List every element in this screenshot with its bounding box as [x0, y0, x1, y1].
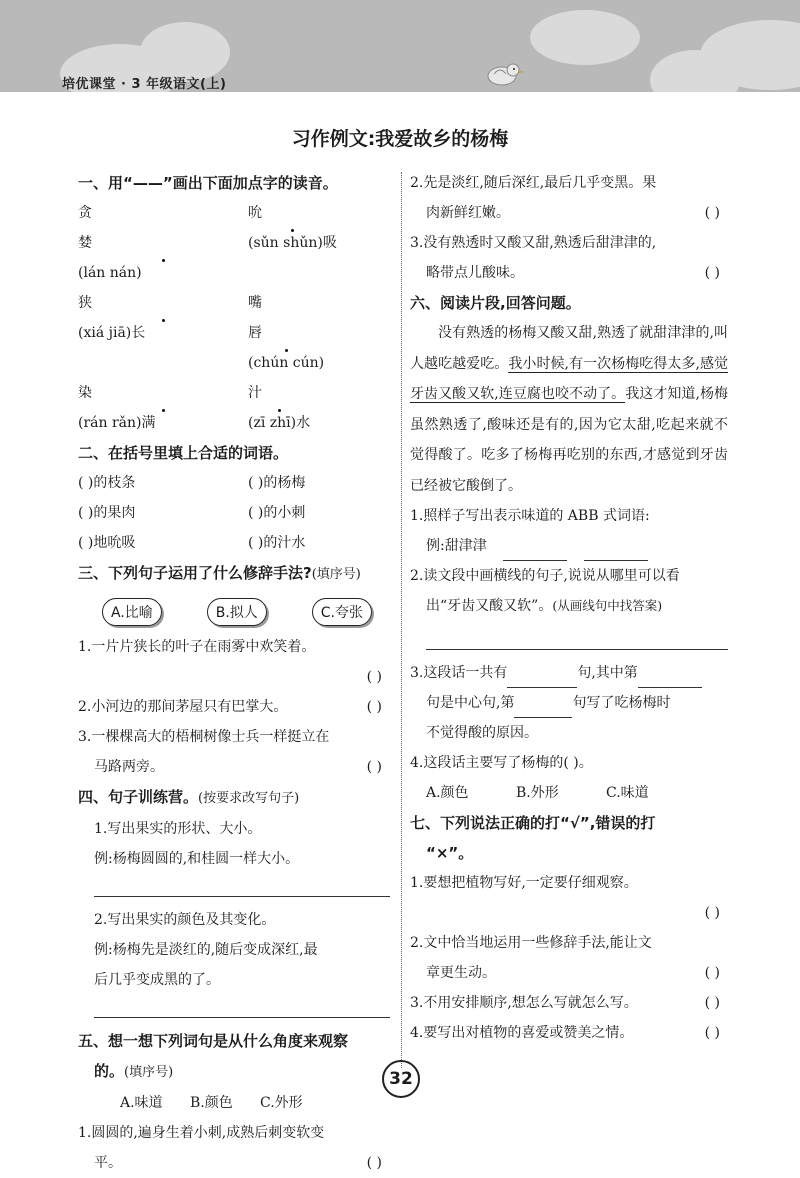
- section-2-heading: 二、在括号里填上合适的词语。: [78, 444, 289, 462]
- question-cont: 句是中心句,第 句写了吃杨梅时: [410, 688, 728, 718]
- question: 1.一片片狭长的叶子在雨雾中欢笑着。: [78, 639, 316, 655]
- answer-line[interactable]: [94, 882, 390, 897]
- example: 例:杨梅圆圆的,和桂圆一样大小。: [94, 851, 300, 867]
- cloud-decoration: [530, 10, 640, 65]
- example: 例:杨梅先是淡红的,随后变成深红,最: [94, 942, 318, 958]
- answer-paren[interactable]: ( ): [704, 905, 720, 921]
- example-cont: 后几乎变成黑的了。: [94, 972, 220, 988]
- question-cont: 不觉得酸的原因。: [426, 725, 538, 741]
- section-1-heading: 一、用“——”画出下面加点字的读音。: [78, 174, 338, 192]
- question: 1.照样子写出表示味道的 ABB 式词语:: [410, 508, 650, 524]
- question: 4.这段话主要写了杨梅的( )。: [410, 755, 593, 771]
- question: 2.写出果实的颜色及其变化。: [94, 912, 276, 928]
- option-a: A.比喻: [102, 598, 162, 626]
- section-4-heading: 四、句子训练营。(按要求改写句子): [78, 788, 300, 806]
- pinyin-row: 贪 婪 (lán nán) 吮 (sǔn shǔn)吸: [78, 198, 390, 288]
- section-5-heading-cont: 的。(填序号): [94, 1062, 174, 1080]
- question: 3.这段话一共有 句,其中第: [410, 658, 728, 688]
- column-divider: [401, 172, 402, 1068]
- page-header: [0, 0, 800, 92]
- fill-row: ( )的果肉 ( )的小刺: [78, 505, 306, 521]
- section-3-heading: 三、下列句子运用了什么修辞手法?(填序号): [78, 564, 361, 582]
- pinyin-row: 染 (rán rǎn)满 汁 (zī zhī)水: [78, 378, 390, 438]
- question-cont: 章更生动。 ( ): [426, 965, 720, 981]
- question-cont: 肉新鲜红嫩。 ( ): [426, 205, 720, 221]
- question: 1.圆圆的,遍身生着小刺,成熟后刺变软变: [78, 1125, 325, 1141]
- question: 1.写出果实的形状、大小。: [94, 821, 262, 837]
- book-title: 培优课堂 · 3 年级语文(上): [62, 77, 227, 92]
- angle-options: A.味道 B.颜色 C.外形: [120, 1095, 303, 1111]
- question: 2.先是淡红,随后深红,最后几乎变黑。果: [410, 175, 657, 191]
- example: 例:甜津津: [410, 531, 728, 561]
- pinyin-row: 狭 (xiá jiā)长 嘴 唇 (chún cún): [78, 288, 390, 378]
- question: 4.要写出对植物的喜爱或赞美之情。 ( ): [410, 1025, 720, 1041]
- answer-paren[interactable]: ( ): [366, 669, 382, 685]
- question: 3.不用安排顺序,想怎么写就怎么写。 ( ): [410, 995, 720, 1011]
- page-number: 32: [382, 1060, 420, 1098]
- fill-row: ( )地吮吸 ( )的汁水: [78, 535, 306, 551]
- question: 3.一棵棵高大的梧桐树像士兵一样挺立在: [78, 729, 330, 745]
- q4-options: A.颜色 B.外形 C.味道: [426, 785, 649, 801]
- question-cont: 平。 ( ): [94, 1155, 382, 1171]
- question: 2.文中恰当地运用一些修辞手法,能让文: [410, 935, 652, 951]
- question: 2.小河边的那间茅屋只有巴掌大。 ( ): [78, 699, 382, 715]
- question: 2.读文段中画横线的句子,说说从哪里可以看: [410, 568, 680, 584]
- section-7-heading: 七、下列说法正确的打“√”,错误的打: [410, 814, 656, 832]
- bird-icon: [484, 60, 524, 88]
- option-c: C.夸张: [312, 598, 372, 626]
- answer-line[interactable]: [426, 635, 728, 650]
- question-cont: 马路两旁。 ( ): [94, 759, 382, 775]
- reading-passage: 没有熟透的杨梅又酸又甜,熟透了就甜津津的,叫人越吃越爱吃。我小时候,有一次杨梅吃得太多,感觉牙齿又酸又软,连豆腐也咬不动了。我这才知道,杨梅虽然熟透了,酸味还是有的,因为它太甜,吃起来就不觉得酸了。吃多了杨梅再吃别的东西,才感觉到牙齿已经被它酸倒了。: [410, 325, 729, 494]
- question: 3.没有熟透时又酸又甜,熟透后甜津津的,: [410, 235, 657, 251]
- question: 1.要想把植物写好,一定要仔细观察。: [410, 875, 638, 891]
- fill-row: ( )的枝条 ( )的杨梅: [78, 475, 306, 491]
- question-cont: 出“牙齿又酸又软”。(从画线句中找答案): [426, 598, 663, 614]
- section-5-heading: 五、想一想下列词句是从什么角度来观察: [78, 1032, 349, 1050]
- question-cont: 略带点儿酸味。 ( ): [426, 265, 720, 281]
- option-b: B.拟人: [207, 598, 267, 626]
- right-column: [410, 168, 728, 1048]
- rhetoric-options: [78, 590, 382, 632]
- page-title: 习作例文:我爱故乡的杨梅: [291, 128, 509, 150]
- section-7-heading-cont: “×”。: [426, 844, 474, 862]
- left-column: [78, 168, 390, 1178]
- section-6-heading: 六、阅读片段,回答问题。: [410, 294, 581, 312]
- answer-line[interactable]: [94, 1003, 390, 1018]
